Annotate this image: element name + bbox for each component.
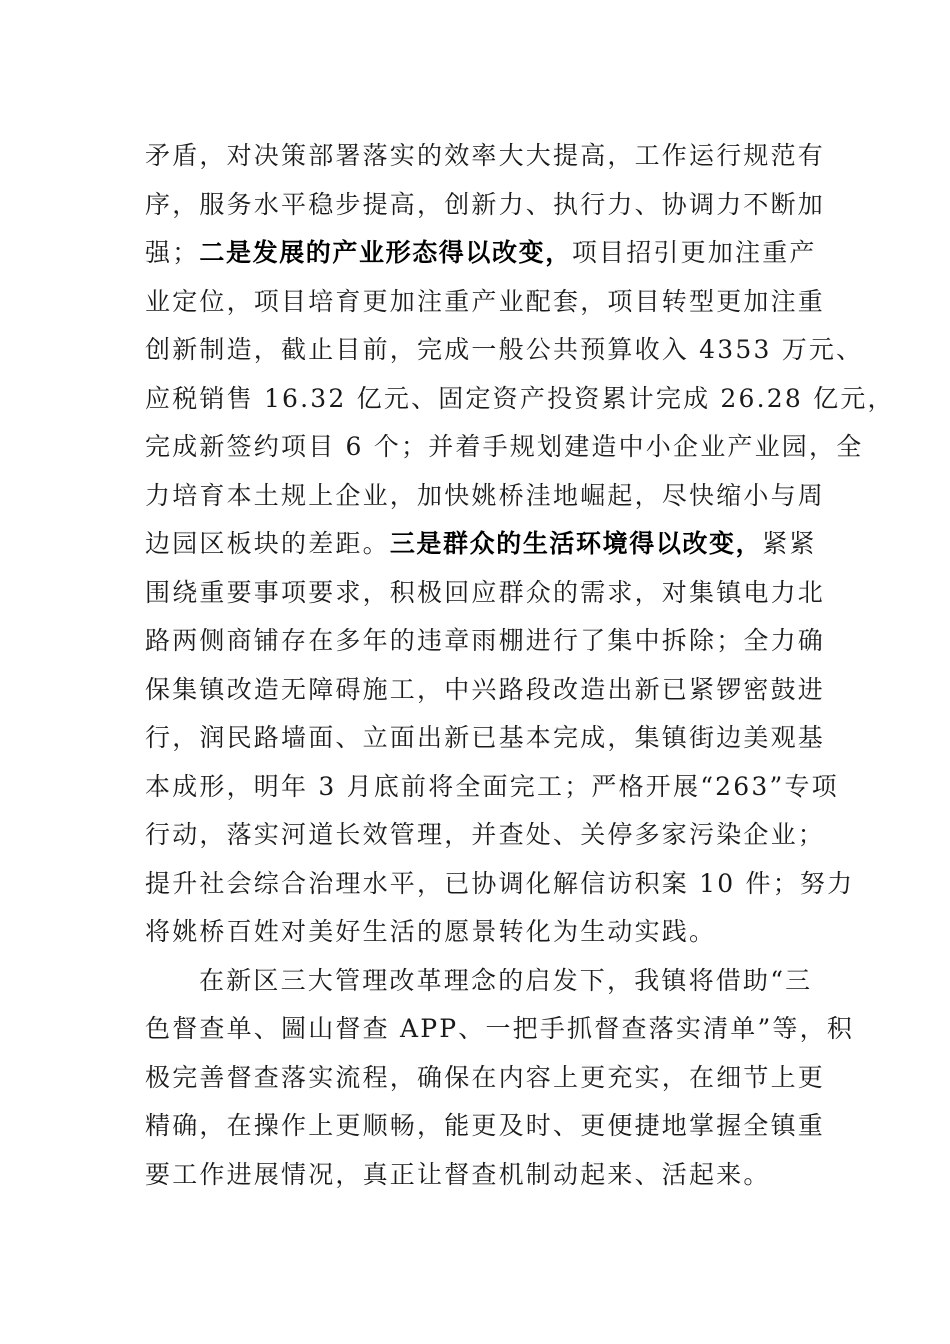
text-span: 路两侧商铺存在多年的违章雨棚进行了集中拆除；全力确 — [145, 626, 826, 655]
text-span: 矛盾，对决策部署落实的效率大大提高，工作运行规范有 — [145, 141, 826, 170]
bold-heading: 二是发展的产业形态得以改变， — [199, 238, 572, 267]
text-line — [145, 1151, 807, 1200]
text-line — [145, 423, 864, 472]
text-span: 创新制造，截止目前，完成一般公共预算收入 4353 万元、 — [145, 335, 864, 364]
text-line — [145, 1005, 855, 1054]
text-line — [145, 617, 826, 666]
text-line — [145, 1102, 826, 1151]
text-line — [145, 569, 826, 618]
text-span: 精确，在操作上更顺畅，能更及时、更便捷地掌握全镇重 — [145, 1111, 826, 1140]
text-span: 序，服务水平稳步提高，创新力、执行力、协调力不断加 — [145, 189, 826, 219]
text-span: 行动，落实河道长效管理，并查处、关停多家污染企业； — [145, 820, 826, 849]
text-span: 本成形，明年 3 月底前将全面完工；严格开展“263”专项 — [145, 771, 839, 801]
text-line — [145, 181, 826, 230]
text-line — [145, 666, 826, 715]
text-span: 边园区板块的差距。 — [145, 529, 390, 558]
text-line — [145, 763, 839, 812]
text-line — [145, 326, 864, 375]
text-span: 色督查单、圌山督查 APP、一把手抓督查落实清单”等，积 — [145, 1014, 855, 1043]
text-line — [145, 278, 826, 327]
text-line — [145, 132, 826, 181]
text-span: 将姚桥百姓对美好生活的愿景转化为生动实践。 — [145, 917, 717, 946]
text-line — [145, 714, 826, 763]
text-span: 提升社会综合治理水平，已协调化解信访积案 10 件；努力 — [145, 868, 855, 898]
text-span: 在新区三大管理改革理念的启发下，我镇将借助“三 — [199, 965, 813, 995]
paragraph-start-line — [145, 957, 813, 1006]
text-span: 强； — [145, 238, 200, 267]
text-span: 极完善督查落实流程，确保在内容上更充实，在细节上更 — [145, 1062, 826, 1092]
text-line — [145, 908, 807, 957]
text-span: 完成新签约项目 6 个；并着手规划建造中小企业产业园，全 — [145, 432, 864, 461]
text-line — [145, 811, 826, 860]
text-span: 紧紧 — [762, 529, 817, 558]
bold-heading: 三是群众的生活环境得以改变， — [389, 529, 763, 558]
text-span: 力培育本土规上企业，加快姚桥洼地崛起，尽快缩小与周 — [145, 480, 826, 510]
text-line — [145, 520, 817, 569]
text-span: 业定位，项目培育更加注重产业配套，项目转型更加注重 — [145, 286, 826, 316]
text-span: 围绕重要事项要求，积极回应群众的需求，对集镇电力北 — [145, 577, 826, 607]
text-span: 应税销售 16.32 亿元、固定资产投资累计完成 26.28 亿元， — [145, 383, 895, 413]
text-line — [145, 375, 895, 424]
text-line — [145, 229, 817, 278]
text-line — [145, 472, 826, 521]
text-span: 保集镇改造无障碍施工，中兴路段改造出新已紧锣密鼓进 — [145, 674, 826, 704]
text-line — [145, 1054, 826, 1103]
document-body — [145, 132, 895, 1199]
text-span: 项目招引更加注重产 — [571, 238, 817, 267]
text-span: 要工作进展情况，真正让督查机制动起来、活起来。 — [145, 1159, 771, 1189]
text-line — [145, 860, 855, 909]
text-span: 行，润民路墙面、立面出新已基本完成，集镇街边美观基 — [145, 723, 826, 752]
